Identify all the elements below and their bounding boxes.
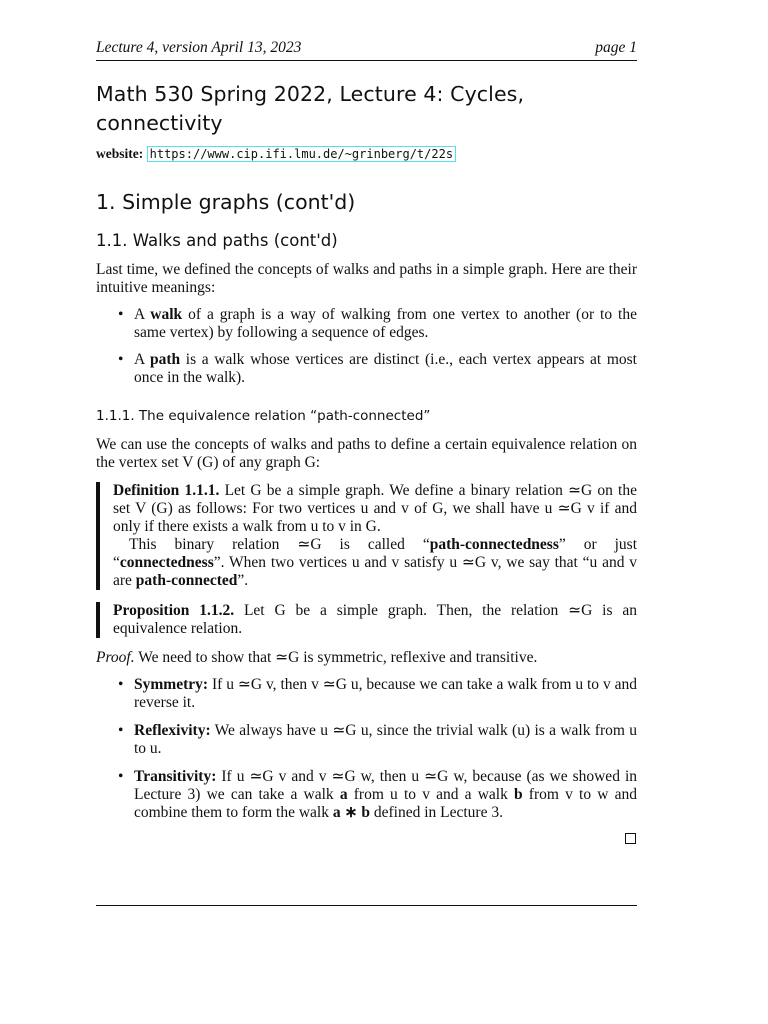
section-heading: 1. Simple graphs (cont'd) (96, 190, 356, 214)
definition-label: Definition 1.1.1. (113, 482, 220, 499)
list-item: • A walk of a graph is a way of walking from one vertex to another (or to the same vertex) by following a sequence of edges. (96, 306, 637, 342)
proof-paragraph: Proof. We need to show that ≃G is symmetric, reflexive and transitive. (96, 649, 538, 666)
list-item: • Reflexivity: We always have u ≃G u, since the trivial walk (u) is a walk from u to u. (96, 722, 637, 758)
proposition-label: Proposition 1.1.2. (113, 602, 235, 619)
website-label: website: (96, 146, 144, 161)
definition-block (96, 482, 637, 590)
website-link[interactable]: https://www.cip.ifi.lmu.de/~grinberg/t/22s (147, 146, 456, 162)
proof-list (96, 676, 637, 822)
definition-text-2: This binary relation ≃G is called “path-connectedness” or just “connectedness”. When two vertices u and v satisfy u ≃G v, we say that “u and v are path-connected”. (113, 536, 637, 589)
list-item: • Transitivity: If u ≃G v and v ≃G w, then u ≃G w, because (as we showed in Lecture 3) we can take a walk a from u to v and a walk b from v to w and combine them to form the walk a ∗ b defined in Lecture 3. (96, 768, 637, 822)
relation-paragraph: We can use the concepts of walks and paths to define a certain equivalence relation on the vertex set V (G) of any graph G: (96, 436, 637, 471)
header-page-number: page 1 (595, 39, 637, 56)
subsubsection-heading: 1.1.1. The equivalence relation “path-connected” (96, 408, 431, 424)
proposition-block (96, 602, 637, 638)
list-item: • A path is a walk whose vertices are distinct (i.e., each vertex appears at most once in the walk). (96, 351, 637, 387)
qed-square-icon (625, 833, 636, 844)
intro-paragraph: Last time, we defined the concepts of walks and paths in a simple graph. Here are their intuitive meanings: (96, 261, 637, 296)
document-title: Math 530 Spring 2022, Lecture 4: Cycles, connectivity (96, 82, 525, 135)
proposition-text: Proposition 1.1.2. Let G be a simple graph. Then, the relation ≃G is an equivalence relation. (113, 602, 637, 637)
definition-text: Definition 1.1.1. Let G be a simple graph. We define a binary relation ≃G on the set V (G) as follows: For two vertices u and v of G, we shall have u ≃G v if and only if there exists a walk from u to v in G. (113, 482, 637, 535)
running-header (96, 39, 637, 61)
subsection-heading: 1.1. Walks and paths (cont'd) (96, 231, 338, 250)
header-lecture-version: Lecture 4, version April 13, 2023 (96, 39, 302, 56)
list-item: • Symmetry: If u ≃G v, then v ≃G u, because we can take a walk from u to v and reverse it. (96, 676, 637, 712)
proof-label: Proof. (96, 649, 135, 666)
website-line (96, 146, 456, 162)
meanings-list (96, 306, 637, 387)
footnote-divider (96, 905, 637, 906)
